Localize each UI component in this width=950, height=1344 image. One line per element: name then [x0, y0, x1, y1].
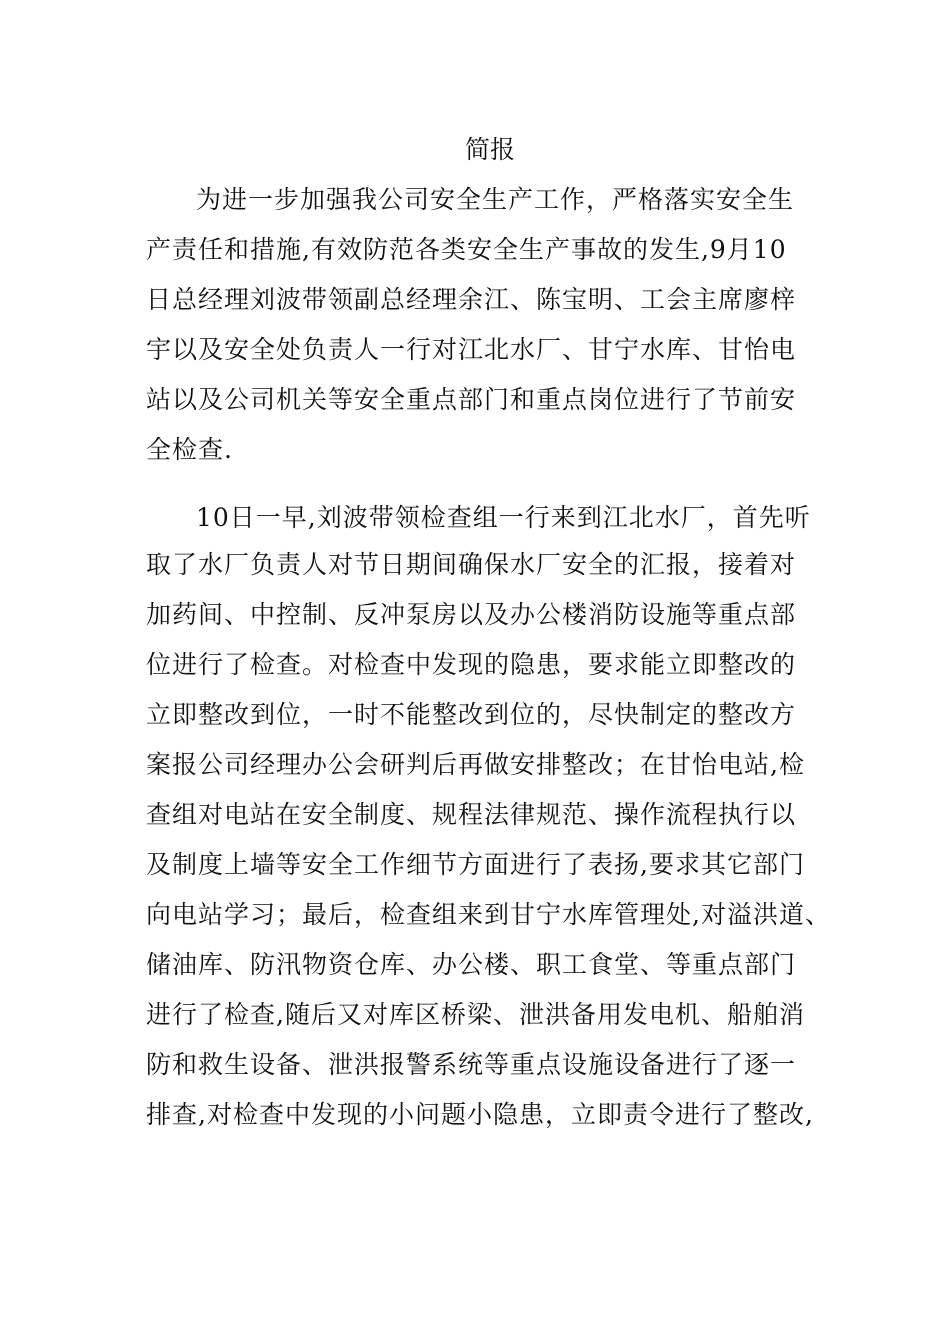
paragraph-line: 进行了检查,随后又对库区桥梁、泄洪备用发电机、船舶消: [146, 1000, 805, 1029]
paragraph-line: 产责任和措施,有效防范各类安全生产事故的发生,9月10: [146, 235, 787, 264]
paragraph-line: 及制度上墙等安全工作细节方面进行了表扬,要求其它部门: [146, 850, 805, 879]
paragraph-line: 向电站学习；最后，检查组来到甘宁水库管理处,对溢洪道、: [146, 900, 831, 929]
paragraph-line: 排查,对检查中发现的小问题小隐患，立即责令进行了整改,: [146, 1100, 814, 1129]
paragraph-line: 防和救生设备、泄洪报警系统等重点设施设备进行了逐一: [146, 1050, 797, 1079]
paragraph-line: 储油库、防汛物资仓库、办公楼、职工食堂、等重点部门: [146, 950, 797, 979]
paragraph-line: 位进行了检查。对检查中发现的隐患，要求能立即整改的: [146, 650, 797, 679]
paragraph-line: 案报公司经理办公会研判后再做安排整改；在甘怡电站,检: [146, 750, 805, 779]
paragraph-line: 立即整改到位，一时不能整改到位的，尽快制定的整改方: [146, 700, 797, 729]
paragraph-line: 取了水厂负责人对节日期间确保水厂安全的汇报，接着对: [146, 550, 797, 579]
document-title: 简报: [464, 135, 515, 164]
paragraph-line: 站以及公司机关等安全重点部门和重点岗位进行了节前安: [146, 385, 797, 414]
paragraph-line: 加药间、中控制、反冲泵房以及办公楼消防设施等重点部: [146, 600, 797, 629]
paragraph-line: 为进一步加强我公司安全生产工作，严格落实安全生: [196, 185, 795, 214]
paragraph-line: 全检查.: [146, 435, 233, 464]
paragraph-line: 宇以及安全处负责人一行对江北水厂、甘宁水库、甘怡电: [146, 335, 797, 364]
paragraph-line: 日总经理刘波带领副总经理余江、陈宝明、工会主席廖梓: [146, 285, 797, 314]
paragraph-line: 查组对电站在安全制度、规程法律规范、操作流程执行以: [146, 800, 797, 829]
paragraph-line: 10日一早,刘波带领检查组一行来到江北水厂，首先听: [196, 503, 811, 532]
